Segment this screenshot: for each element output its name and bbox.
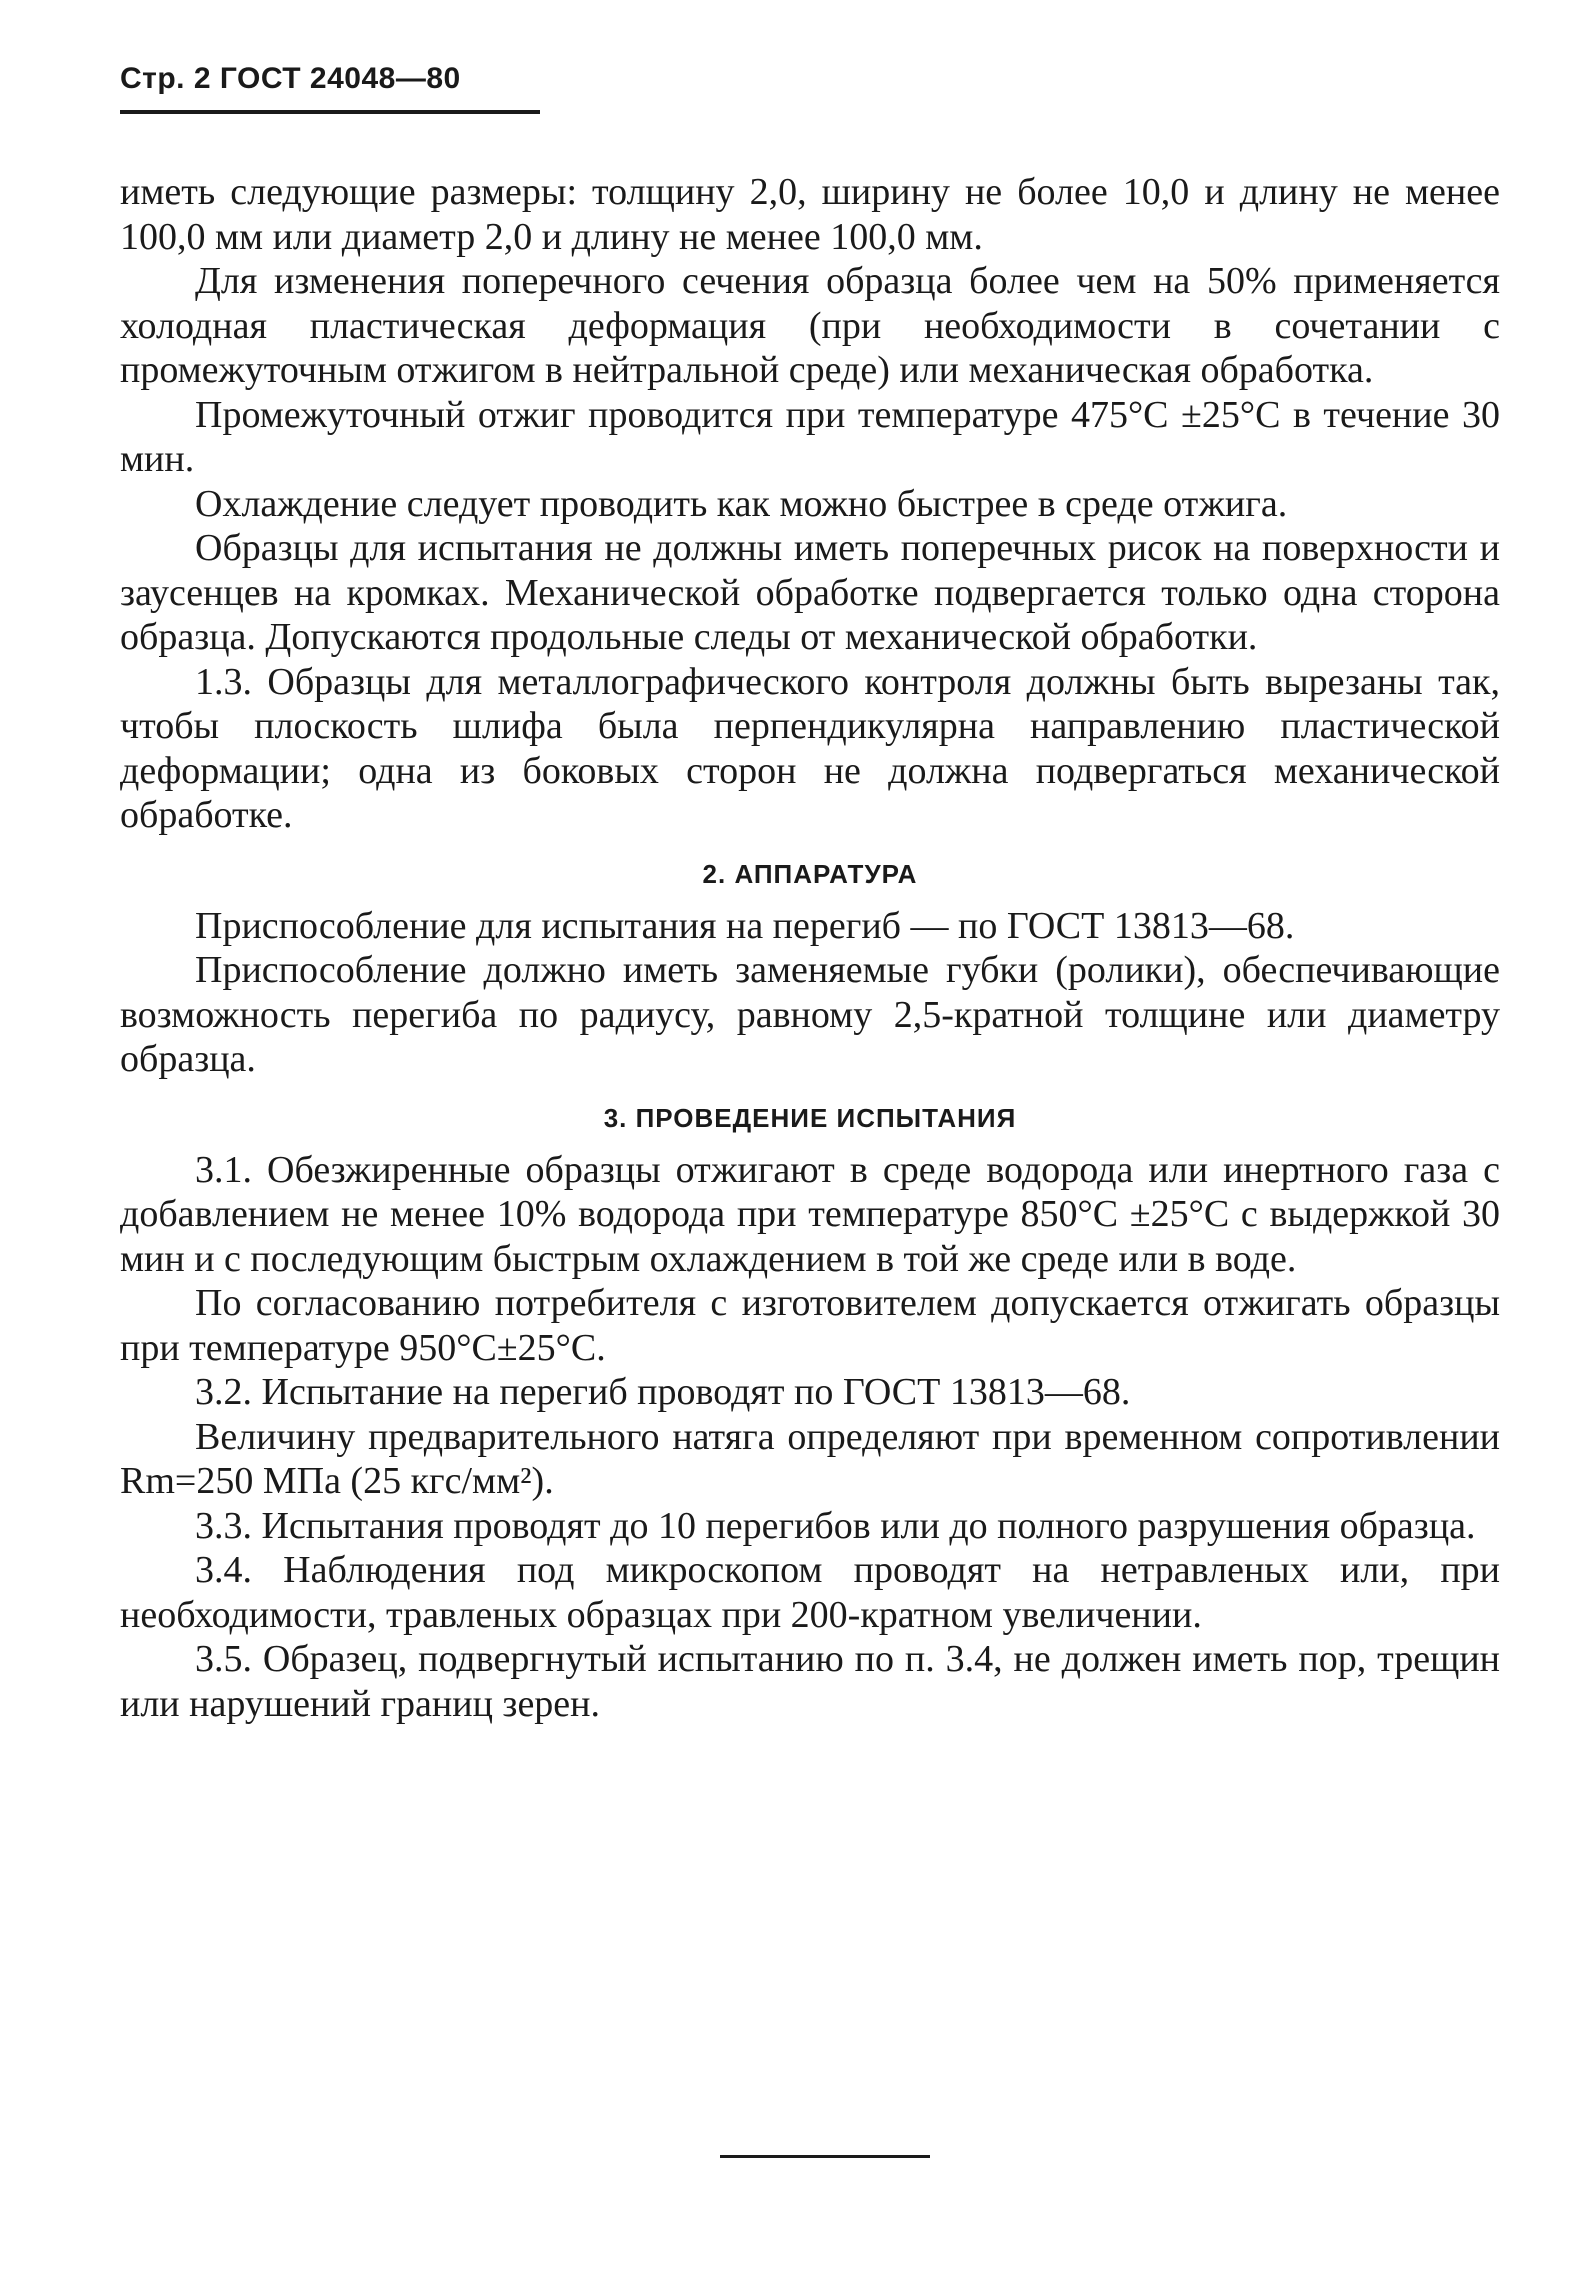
section-3-title: 3. ПРОВЕДЕНИЕ ИСПЫТАНИЯ	[603, 1102, 1017, 1133]
paragraph-intermediate-annealing: Промежуточный отжиг проводится при температуре 475°С ±25°С в течение 30 мин.	[120, 393, 1500, 480]
header-rule	[120, 110, 540, 114]
paragraph-tension: Величину предварительного натяга определяют при временном сопротивлении Rm=250 МПа (25 кгс/мм²).	[120, 1415, 1500, 1502]
section-2-title: 2. АППАРАТУРА	[702, 858, 918, 889]
paragraph-3-2: 3.2. Испытание на перегиб проводят по ГОСТ 13813—68.	[195, 1371, 1131, 1413]
paragraph-continuation: иметь следующие размеры: толщину 2,0, ширину не более 10,0 и длину не менее 100,0 мм или диаметр 2,0 и длину не менее 100,0 мм.	[120, 171, 1500, 258]
paragraph-device: Приспособление для испытания на перегиб — по ГОСТ 13813—68.	[195, 904, 1295, 947]
paragraph-cooling: Охлаждение следует проводить как можно быстрее в среде отжига.	[195, 482, 1288, 525]
running-header: Стр. 2 ГОСТ 24048—80	[120, 62, 461, 95]
paragraph-3-5: 3.5. Образец, подвергнутый испытанию по п. 3.4, не должен иметь пор, трещин или нарушений границ зерен.	[120, 1638, 1500, 1725]
end-rule	[720, 2155, 930, 2158]
paragraph-device-jaws: Приспособление должно иметь заменяемые губки (ролики), обеспечивающие возможность перегиба по радиусу, равному 2,5-кратной толщине или диаметру образца.	[120, 949, 1500, 1080]
paragraph-cross-section: Для изменения поперечного сечения образца более чем на 50% применяется холодная пластическая деформация (при необходимости в сочетании с промежуточным отжигом в нейтральной среде) или механическая обработка.	[120, 260, 1500, 391]
paragraph-3-4: 3.4. Наблюдения под микроскопом проводят на нетравленых или, при необходимости, травленых образцах при 200-кратном увеличении.	[120, 1549, 1500, 1636]
paragraph-surface-requirements: Образцы для испытания не должны иметь поперечных рисок на поверхности и заусенцев на кромках. Механической обработке подвергается только одна сторона образца. Допускаются продольные следы от механической обработки.	[120, 527, 1500, 658]
document-body	[120, 170, 1500, 1726]
paragraph-agreement: По согласованию потребителя с изготовителем допускается отжигать образцы при температуре 950°С±25°С.	[120, 1282, 1500, 1369]
paragraph-3-1: 3.1. Обезжиренные образцы отжигают в среде водорода или инертного газа с добавлением не менее 10% водорода при температуре 850°С ±25°С с выдержкой 30 мин и с последующим быстрым охлаждением в той же среде или в воде.	[120, 1148, 1500, 1280]
paragraph-3-3: 3.3. Испытания проводят до 10 перегибов или до полного разрушения образца.	[195, 1504, 1476, 1547]
paragraph-1-3: 1.3. Образцы для металлографического контроля должны быть вырезаны так, чтобы плоскость шлифа была перпендикулярна направлению пластической деформации; одна из боковых сторон не должна подвергаться механической обработке.	[120, 660, 1500, 836]
